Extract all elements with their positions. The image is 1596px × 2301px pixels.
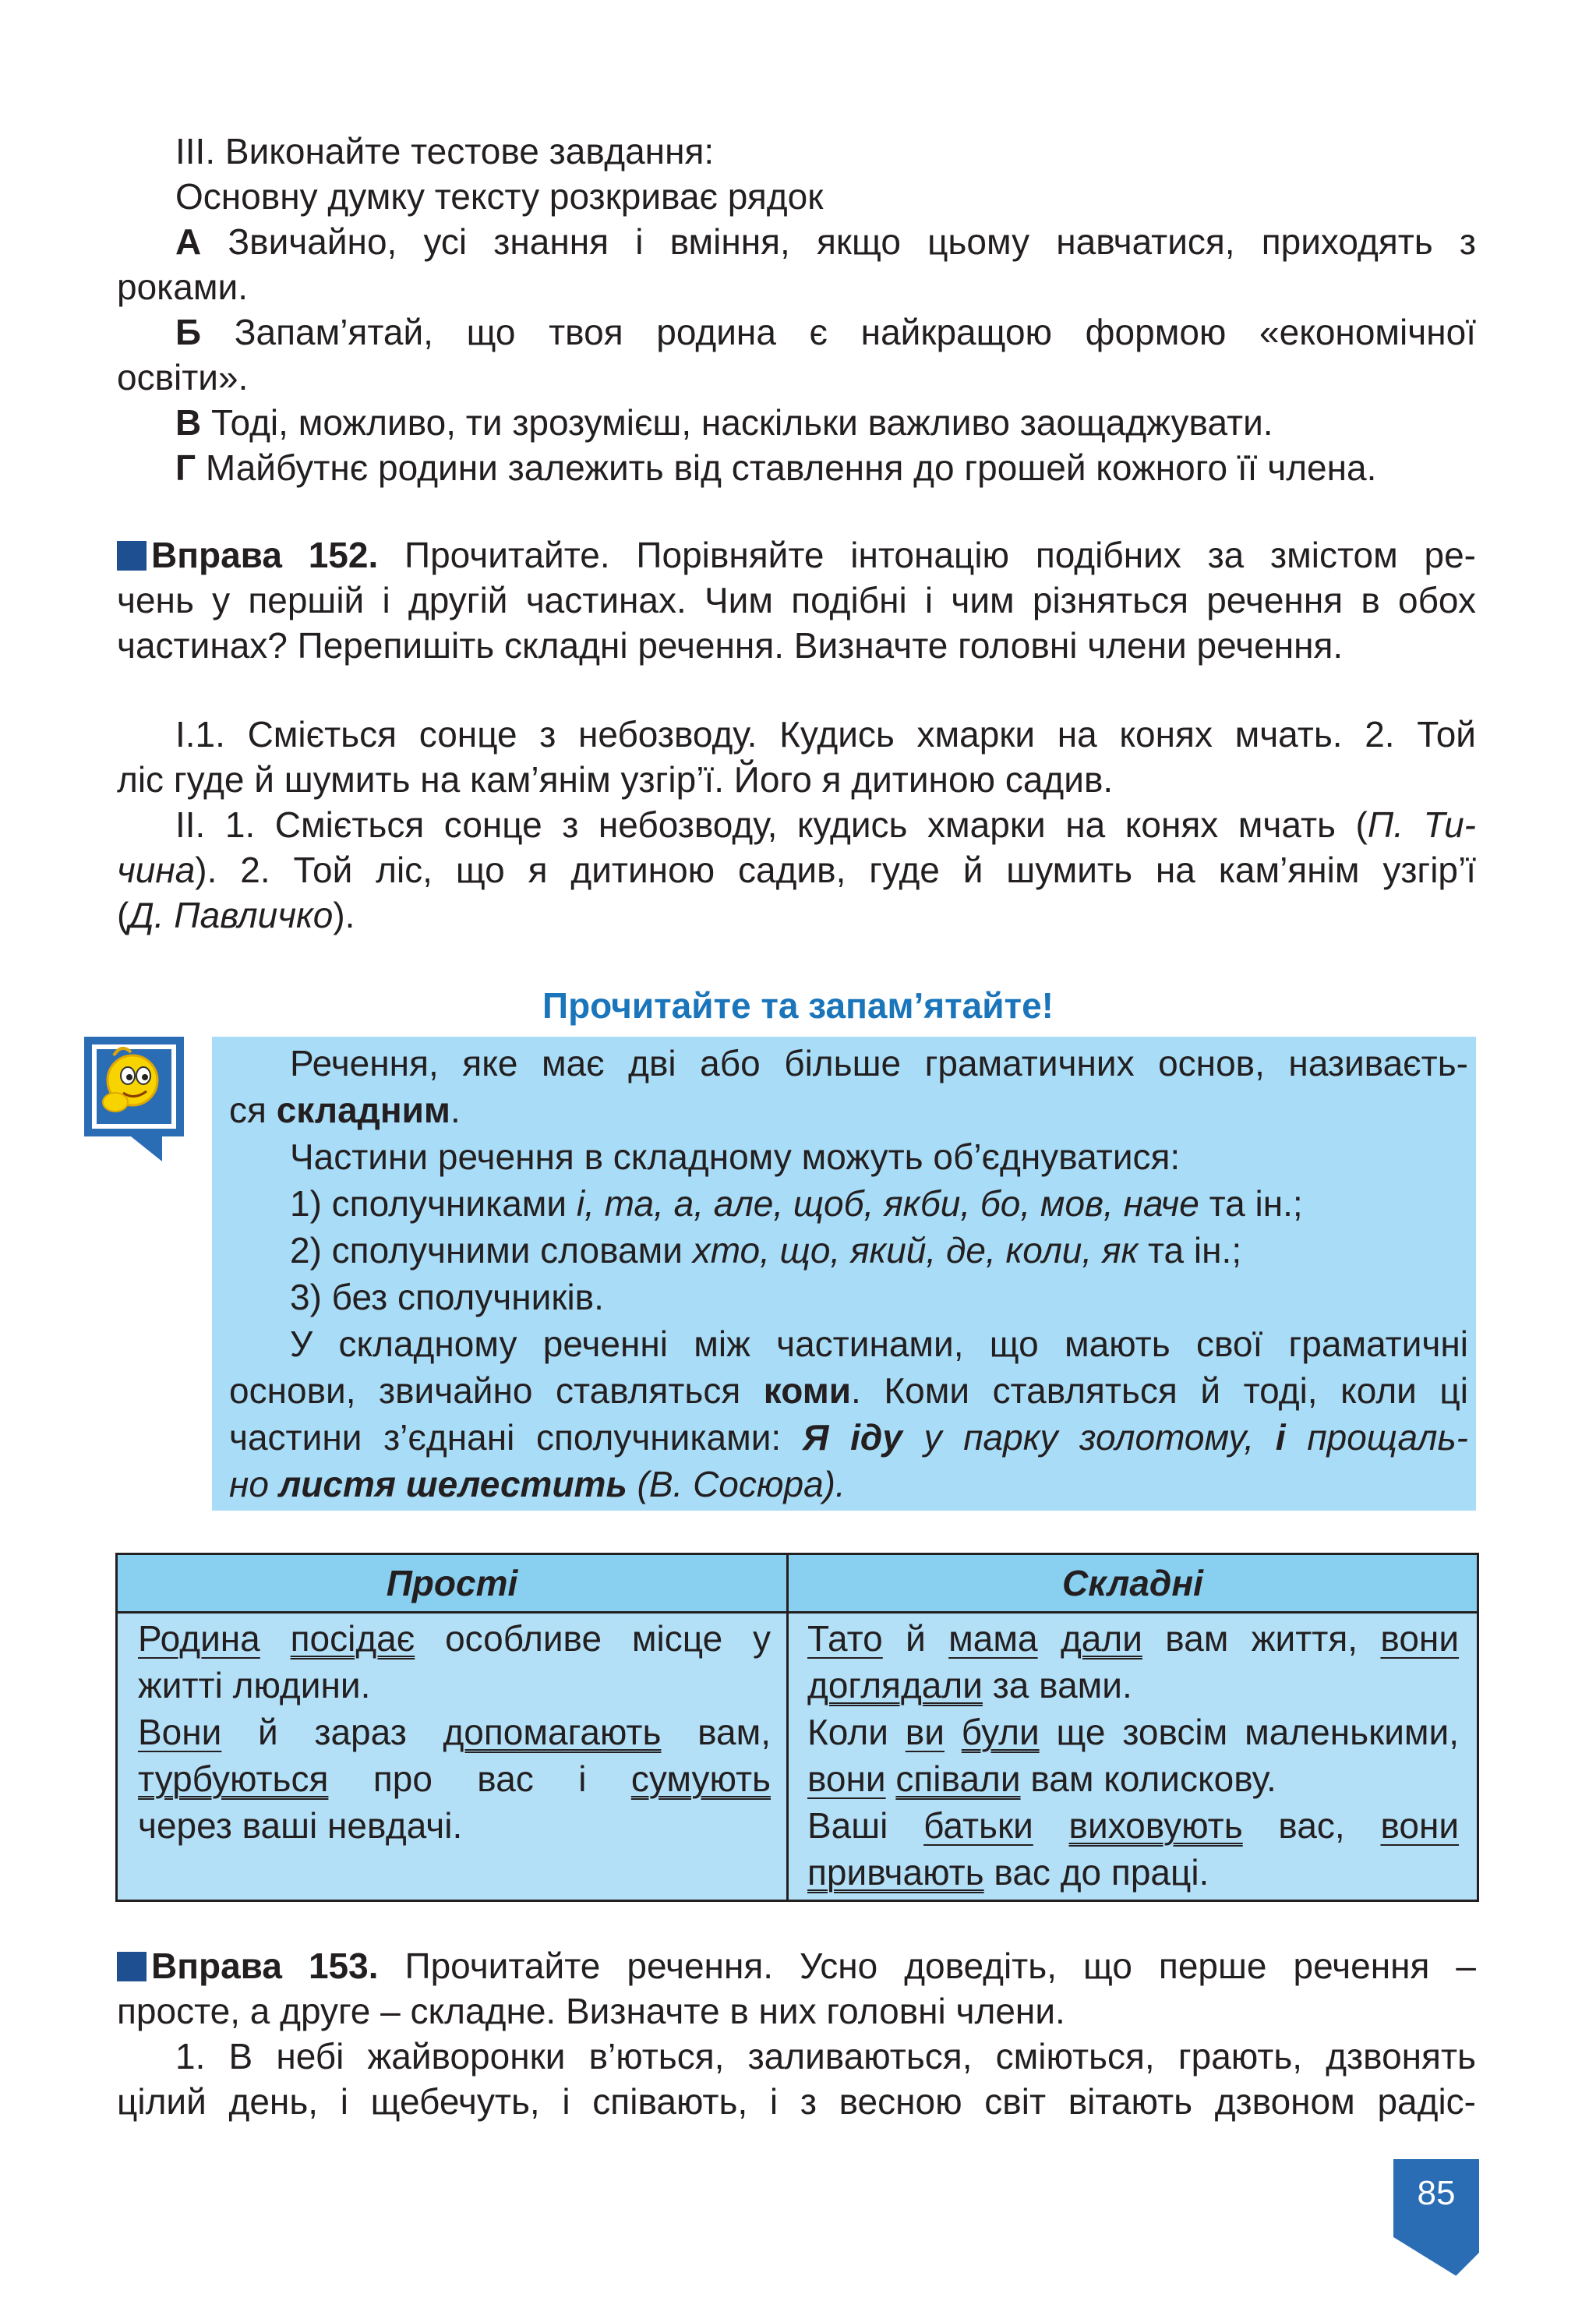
author-pavlychko: Д. Павличко	[129, 895, 334, 935]
simple-row4	[138, 1755, 771, 1802]
text: ще зовсім маленькими,	[1056, 1712, 1460, 1752]
text: про вас і	[373, 1758, 587, 1799]
rule-line4	[290, 1180, 1303, 1227]
rule-line5-c: та ін.;	[1138, 1230, 1242, 1271]
rule-line4-c: та ін.;	[1199, 1183, 1303, 1224]
option-a-cont: роками.	[117, 267, 248, 307]
option-b-text: Запам’ятай, що твоя родина є найкращою формою «економічної	[234, 312, 1476, 352]
ex153-line2: просте, а друге – складне. Визначте в них головні члени.	[117, 1991, 1065, 2031]
complex-row4	[807, 1755, 1276, 1802]
text: вас,	[1278, 1805, 1345, 1846]
predicate: доглядали	[807, 1665, 983, 1705]
option-v-text: Тоді, можливо, ти зрозумієш, наскільки важливо заощаджувати.	[211, 402, 1273, 443]
ex152-instructions	[117, 532, 1476, 578]
rule-line1	[229, 1040, 1468, 1087]
conjunctions-list: і, та, а, але, щоб, якби, бо, мов, наче	[576, 1183, 1199, 1224]
example-part1: у парку золотому,	[902, 1417, 1276, 1458]
page-number: 85	[1417, 2174, 1456, 2212]
complex-row2	[807, 1662, 1132, 1709]
rule-line2-a: ся	[229, 1090, 277, 1130]
predicate: сумують	[630, 1758, 771, 1799]
rule-line8	[229, 1367, 1468, 1414]
text: й зараз	[258, 1712, 407, 1752]
option-b-cont: освіти».	[117, 357, 249, 398]
rule-line3: Частини речення в складному можуть об’єднуватися:	[290, 1136, 1181, 1177]
predicate: співали	[895, 1758, 1021, 1799]
square-bullet-icon	[117, 1952, 147, 1981]
ex153-line4: цілий день, і щебечуть, і співають, і з весною світ вітають дзвоном радіс-	[117, 2081, 1476, 2122]
ex153-line3-text: 1. В небі жайворонки в’ються, заливаються, сміються, грають, дзвонять	[175, 2036, 1476, 2077]
ex152-label: Вправа 152.	[151, 535, 379, 575]
rule-line8-a: основи, звичайно ставляться	[229, 1370, 764, 1411]
rule-line9	[229, 1414, 1468, 1461]
predicate: були	[961, 1712, 1040, 1752]
option-b-letter: Б	[175, 312, 202, 352]
option-g	[175, 444, 1376, 491]
text: Коли	[807, 1712, 888, 1752]
rule-line8-c: . Коми ставляться й тоді, коли ці	[851, 1370, 1468, 1411]
text: вам колискову.	[1030, 1758, 1276, 1799]
example-part2a: прощаль-	[1285, 1417, 1468, 1458]
example-subject1: Я іду	[802, 1417, 902, 1458]
ex152-part1-text: І.1. Сміється сонце з небозводу. Кудись хмарки на конях мчать. 2. Той	[175, 714, 1476, 755]
subject: вони	[807, 1758, 886, 1799]
column-divider	[786, 1555, 789, 1900]
rule-line5	[290, 1227, 1241, 1274]
rule-line4-a: 1) сполучниками	[290, 1183, 577, 1224]
ex152-part2	[117, 801, 1476, 848]
option-a-text: Звичайно, усі знання і вміння, якщо цьому навчатися, приходять з	[228, 221, 1476, 262]
rule-box	[212, 1037, 1476, 1511]
predicate: виховують	[1068, 1805, 1243, 1846]
predicate: дали	[1060, 1618, 1142, 1659]
subject: Вони	[138, 1712, 222, 1752]
ex152-part1	[117, 711, 1476, 758]
term-complex: складним	[276, 1090, 450, 1130]
simple-row2: житті людини.	[138, 1665, 371, 1705]
ex152-part2-cont	[117, 847, 1476, 893]
complex-row5	[807, 1802, 1459, 1849]
rule-line1-text: Речення, яке має дві або більше граматичних основ, називаєть-	[290, 1043, 1468, 1083]
text: вам,	[697, 1712, 772, 1752]
simple-row3	[138, 1709, 771, 1755]
rule-line6: 3) без сполучників.	[290, 1277, 604, 1317]
predicate: привчають	[807, 1852, 984, 1893]
ex152-text: Прочитайте. Порівняйте інтонацію подібних за змістом ре-	[404, 535, 1476, 575]
ex152-part2-text2: ). 2. Той ліс, що я дитиною садив, гуде й шумить на кам’янім узгір’ї	[195, 850, 1476, 890]
ex153-label: Вправа 153.	[151, 1946, 379, 1986]
ex152-part2-end: (Д. Павличко).	[117, 895, 355, 935]
ex152-line2: чень у першій і другій частинах. Чим подібні і чим різняться речення в обох	[117, 580, 1476, 620]
subject: батьки	[923, 1805, 1033, 1846]
ex152-part2-text: ІІ. 1. Сміється сонце з небозводу, кудись хмарки на конях мчать (	[175, 804, 1368, 845]
option-g-letter: Г	[175, 447, 196, 488]
option-g-text: Майбутнє родини залежить від ставлення до грошей кожного її члена.	[205, 447, 1377, 488]
author-tychyna-a: П. Ти-	[1367, 804, 1476, 845]
header-simple: Прості	[386, 1563, 518, 1603]
text: й	[906, 1618, 926, 1659]
ex153-text: Прочитайте речення. Усно доведіть, що перше речення –	[404, 1946, 1477, 1986]
subject: вони	[1380, 1618, 1460, 1659]
predicate: допомагають	[443, 1712, 662, 1752]
table-body	[118, 1614, 1477, 1900]
example-conjunction: і	[1275, 1417, 1286, 1458]
test-question: Основну думку тексту розкриває рядок	[175, 176, 824, 217]
ex152-line3: частинах? Перепишіть складні речення. Визначте головні члени речення.	[117, 625, 1344, 666]
text: вас до праці.	[994, 1852, 1209, 1893]
subject: мама	[948, 1618, 1038, 1659]
rule-line10	[229, 1461, 846, 1507]
predicate: турбуються	[138, 1758, 329, 1799]
example-source: (В. Сосюра).	[627, 1464, 846, 1504]
comparison-table	[115, 1553, 1479, 1902]
term-commas: коми	[763, 1370, 852, 1411]
option-v-letter: В	[175, 402, 202, 443]
rule-line7	[229, 1320, 1468, 1367]
subject: Родина	[138, 1618, 260, 1659]
option-b	[117, 309, 1476, 355]
option-v	[175, 399, 1273, 446]
example-part2b: но	[229, 1464, 279, 1504]
simple-row1	[138, 1615, 771, 1662]
text: за вами.	[992, 1665, 1132, 1705]
rule-line9-a: частини з’єднані сполучниками:	[229, 1417, 803, 1458]
rule-title: Прочитайте та запам’ятайте!	[542, 985, 1054, 1026]
subject: вони	[1380, 1805, 1460, 1846]
table-header	[118, 1555, 1477, 1614]
predicate: посідає	[290, 1618, 415, 1659]
header-complex: Складні	[1062, 1563, 1203, 1603]
ex153-instructions	[117, 1942, 1476, 1989]
complex-row1	[807, 1615, 1459, 1662]
option-a-letter: А	[175, 221, 202, 262]
complex-row6	[807, 1849, 1209, 1896]
complex-row3	[807, 1709, 1459, 1755]
option-a	[117, 218, 1476, 265]
ex152-part1-cont: ліс гуде й шумить на кам’янім узгір’ї. Його я дитиною садив.	[117, 759, 1114, 800]
rule-line2: ся складним.	[229, 1090, 461, 1130]
text: Ваші	[807, 1805, 888, 1846]
mascot-icon	[84, 1037, 184, 1161]
subject: ви	[905, 1712, 945, 1752]
rule-line5-a: 2) сполучними словами	[290, 1230, 693, 1271]
text: особливе місце у	[445, 1618, 772, 1659]
simple-row5: через ваші невдачі.	[138, 1805, 463, 1846]
text: вам життя,	[1165, 1618, 1358, 1659]
test-heading: ІІІ. Виконайте тестове завдання:	[175, 131, 715, 171]
example-subject2: листя шелестить	[278, 1464, 627, 1504]
square-bullet-icon	[117, 541, 147, 571]
author-tychyna-b: чина	[117, 850, 196, 890]
connective-words-list: хто, що, який, де, коли, як	[692, 1230, 1139, 1271]
subject: Тато	[807, 1618, 883, 1659]
ex153-line3	[117, 2033, 1476, 2080]
rule-line7-text: У складному реченні між частинами, що мають свої граматичні	[290, 1324, 1468, 1364]
